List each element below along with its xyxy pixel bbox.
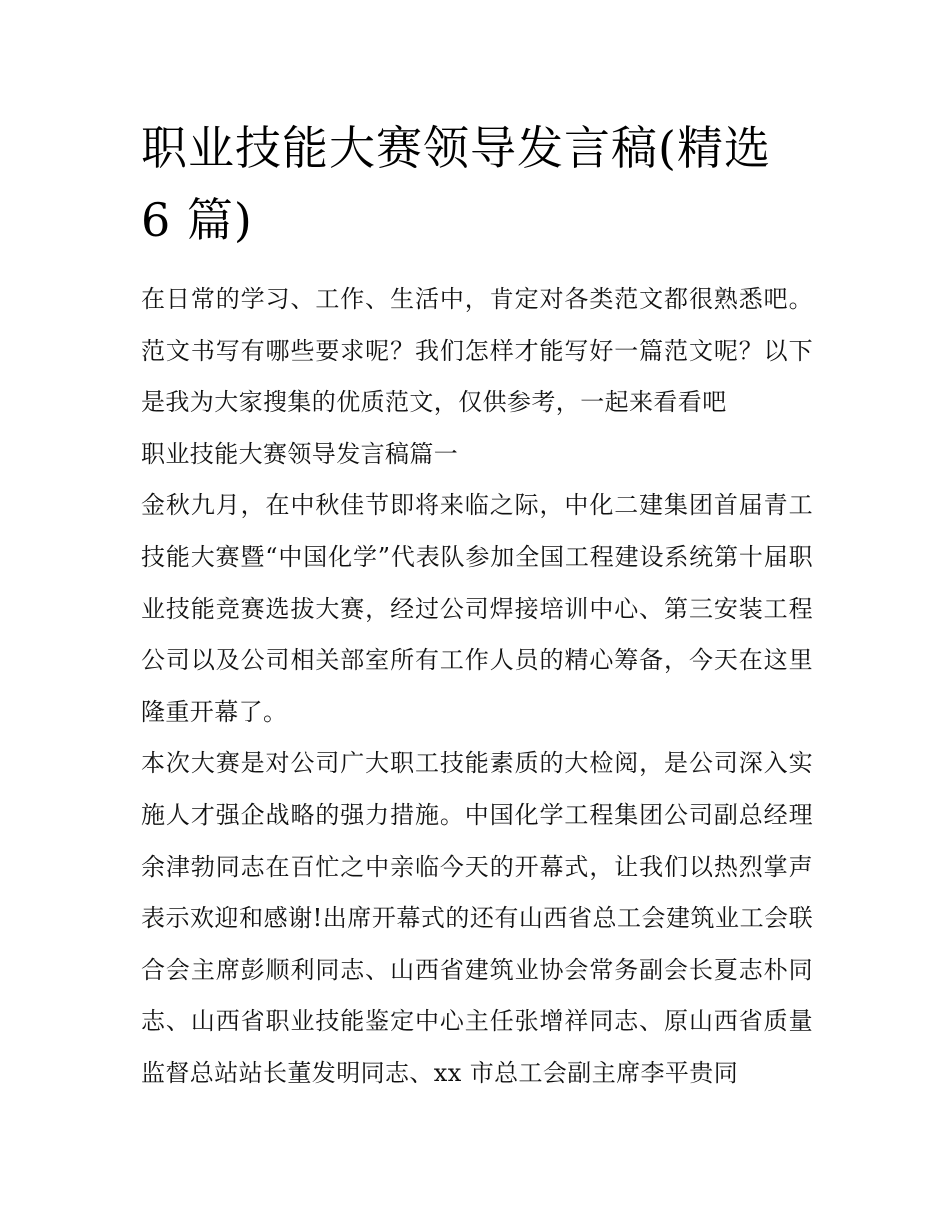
body-paragraph-1: 金秋九月，在中秋佳节即将来临之际，中化二建集团首届青工技能大赛暨“中国化学”代表队参加全国工程建设系统第十届职业技能竞赛选拔大赛，经过公司焊接培训中心、第三安装工程公司以及公司相关部室所有工作人员的精心筹备，今天在这里隆重开幕了。: [141, 491, 813, 726]
document-body: [141, 274, 813, 1100]
document-title: 职业技能大赛领导发言稿(精选 6 篇): [141, 121, 771, 247]
document-content: [141, 112, 813, 1100]
section-heading-one: 职业技能大赛领导发言稿篇一: [141, 439, 459, 468]
body-paragraph-2: 本次大赛是对公司广大职工技能素质的大检阅，是公司深入实施人才强企战略的强力措施。中国化学工程集团公司副总经理余津勃同志在百忙之中亲临今天的开幕式，让我们以热烈掌声表示欢迎和感谢!出席开幕式的还有山西省总工会建筑业工会联合会主席彭顺利同志、山西省建筑业协会常务副会长夏志朴同志、山西省职业技能鉴定中心主任张增祥同志、原山西省质量监督总站站长董发明同志、xx 市总工会副主席李平贵同: [141, 749, 813, 1087]
intro-paragraph: 在日常的学习、工作、生活中，肯定对各类范文都很熟悉吧。范文书写有哪些要求呢？我们怎样才能写好一篇范文呢？以下是我为大家搜集的优质范文，仅供参考，一起来看看吧: [141, 285, 813, 417]
